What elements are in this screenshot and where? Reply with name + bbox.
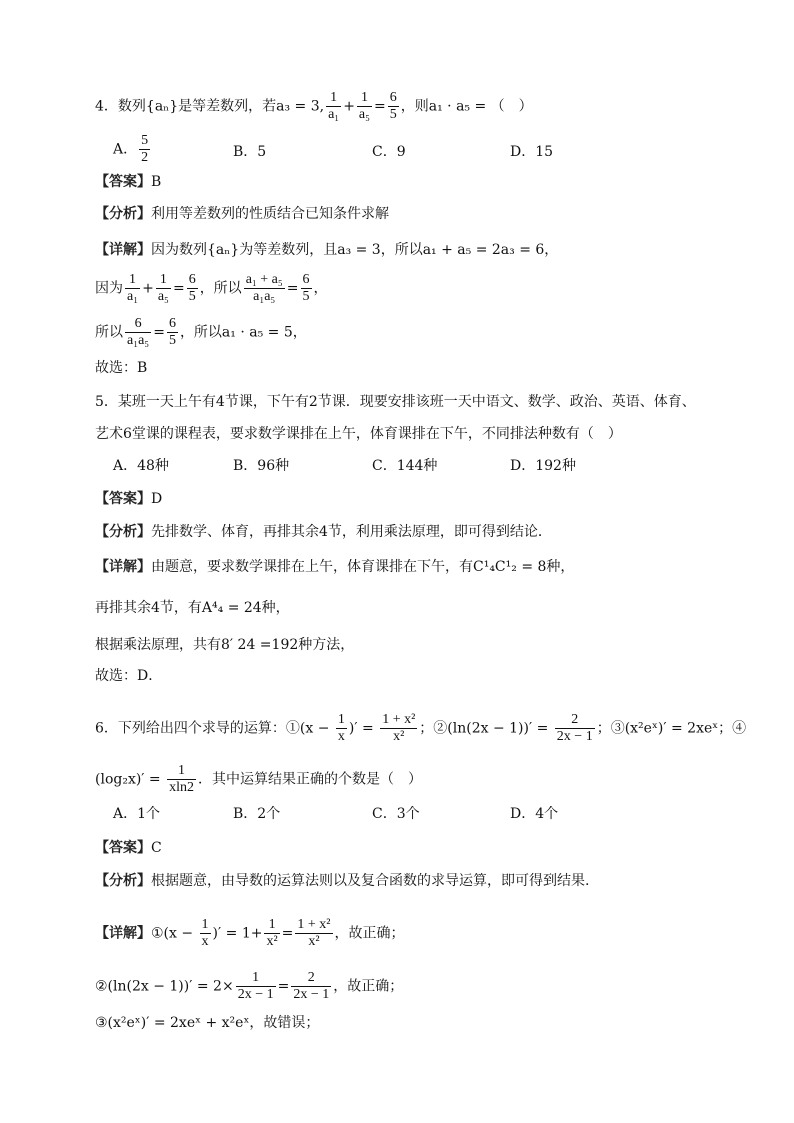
q6-analysis: 根据题意，由导数的运算法则以及复合函数的求导运算，即可得到结果.	[151, 873, 590, 889]
q6-option-a[interactable]: A．1个	[113, 806, 161, 822]
q4-analysis: 利用等差数列的性质结合已知条件求解	[151, 206, 389, 222]
q5-detail3: 根据乘法原理，共有8′ 24 =192种方法，	[95, 637, 355, 653]
q5-stem2: 艺术6堂课的课程表，要求数学课排在上午，体育课排在下午，不同排法种数有（ ）	[95, 426, 622, 442]
q5-option-d[interactable]: D．192种	[510, 458, 576, 474]
q5-detail2: 再排其余4节，有A⁴₄ = 24种，	[95, 600, 290, 616]
q5-answer: D	[151, 491, 163, 507]
q6-option-d[interactable]: D．4个	[510, 806, 559, 822]
analysis-tag: 【分析】	[95, 206, 151, 222]
q5-option-b[interactable]: B．96种	[233, 458, 290, 474]
q4-option-b[interactable]: B．5	[233, 144, 267, 160]
q4-stem: 4．数列{aₙ}是等差数列，若a₃ = 3,	[95, 98, 325, 115]
q4-option-a[interactable]: A． $\frac{5}{2}$	[113, 133, 149, 165]
q4-detail1: 因为数列{aₙ}为等差数列，且a₃ = 3，所以a₁ + a₅ = 2a₃ = 6，	[151, 242, 559, 258]
q5-stem1: 5．某班一天上午有4节课，下午有2节课．现要安排该班一天中语文、数学、政治、英语、体育、	[95, 394, 696, 410]
q6-detail3: ③(x²eˣ)′ = 2xeˣ + x²eˣ，故错误；	[95, 1015, 320, 1031]
q4-tail: ，则a₁ · a₅ = （ ）	[400, 98, 533, 115]
q4-option-d[interactable]: D．15	[510, 144, 554, 160]
q4-frac3: $\frac{6}{5}$	[389, 90, 397, 122]
q4-frac2: $\frac{1}{\text{a₅}}$	[358, 90, 371, 122]
q4-choose: 故选：B	[95, 360, 148, 376]
q5-option-c[interactable]: C．144种	[372, 458, 438, 474]
q5-analysis: 先排数学、体育，再排其余4节，利用乘法原理，即可得到结论．	[151, 524, 552, 540]
q6-answer: C	[151, 840, 162, 856]
q4-answer: B	[151, 174, 162, 190]
q4-frac1: $\frac{1}{\text{a₁}}$	[328, 90, 340, 122]
q5-detail1: 由题意，要求数学课排在上午，体育课排在下午，有C¹₄C¹₂ = 8种，	[151, 559, 575, 575]
q5-choose: 故选：D．	[95, 668, 163, 684]
q5-option-a[interactable]: A．48种	[113, 458, 169, 474]
q6-option-b[interactable]: B．2个	[233, 806, 281, 822]
detail-tag: 【详解】	[95, 242, 151, 258]
q4-option-c[interactable]: C．9	[372, 144, 406, 160]
answer-tag: 【答案】	[95, 174, 151, 190]
q6-option-c[interactable]: C．3个	[372, 806, 420, 822]
